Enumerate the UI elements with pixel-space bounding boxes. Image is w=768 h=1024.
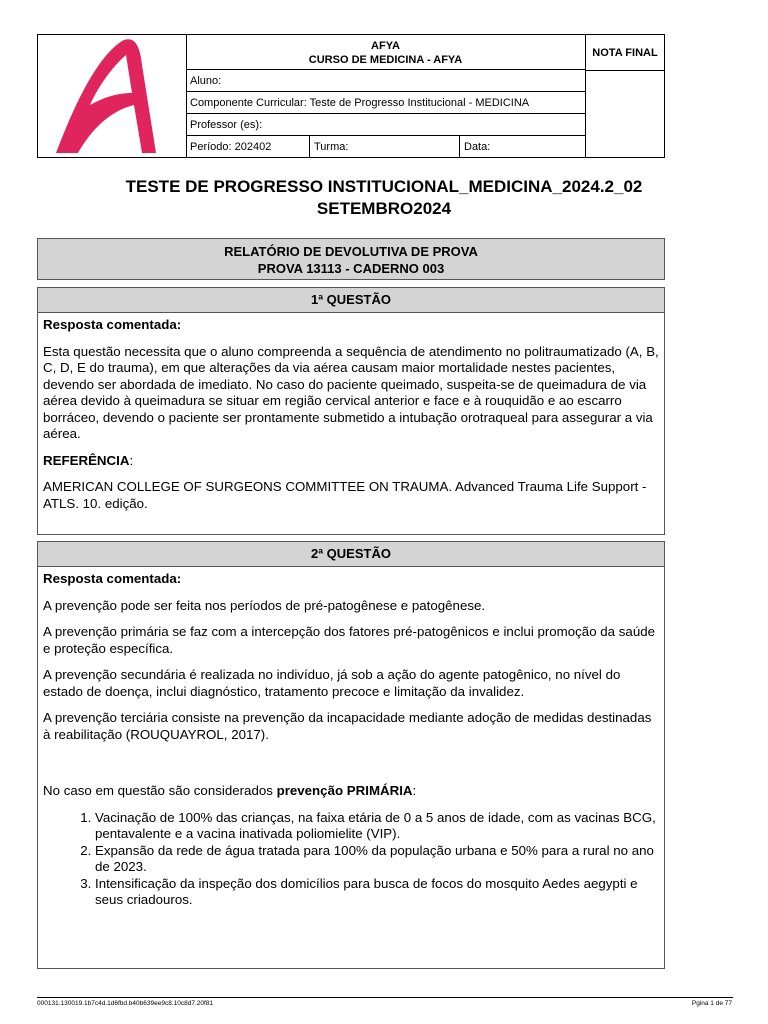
footer-page: Pgina 1 de 77: [691, 1000, 732, 1007]
q1-comment-label: Resposta comentada:: [43, 317, 182, 332]
report-header: [37, 238, 665, 280]
q2-comment-label: Resposta comentada:: [43, 571, 182, 586]
q1-reference-text: AMERICAN COLLEGE OF SURGEONS COMMITTEE ON TRAUMA. Advanced Trauma Life Support - ATLS. 10. edição.: [43, 479, 647, 511]
q2-p5-pre: No caso em questão são considerados: [43, 783, 277, 798]
question-1-heading: 1ª QUESTÃO: [38, 288, 664, 313]
nota-final-cell: [586, 35, 664, 157]
q2-paragraph-1: A prevenção pode ser feita nos períodos de pré-patogênese e patogênese.: [43, 597, 486, 613]
list-item: 2. Expansão da rede de água tratada para 100% da população urbana e 50% para a rural no ano de 2023.: [95, 843, 659, 876]
q2-paragraph-2: A prevenção primária se faz com a intercepção dos fatores pré-patogênicos e inclui promoção da saúde e proteção específica.: [43, 624, 656, 656]
q2-p5-bold: prevenção PRIMÁRIA: [276, 783, 413, 798]
q1-reference-colon: :: [129, 452, 134, 468]
list-item: 1. Vacinação de 100% das crianças, na faixa etária de 0 a 5 anos de idade, com as vacinas BCG, pentavalente e a vacina inativada poliomielite (VIP).: [95, 810, 659, 843]
footer-divider: [37, 997, 733, 998]
q2-list: [43, 810, 659, 909]
list-item: 3. Intensificação da inspeção dos domicílios para busca de focos do mosquito Aedes aegypti e seus criadouros.: [95, 876, 659, 909]
q2-p5-post: :: [412, 783, 417, 798]
footer-id: 000131.130019.1b7c4d.1d6fbd.b40b639ee9c8.10c8d7.20f81: [37, 1000, 214, 1007]
nota-final-label: NOTA FINAL: [586, 35, 664, 71]
course-name: CURSO DE MEDICINA - AFYA: [308, 54, 463, 66]
periodo-field: Período: 202402: [186, 136, 310, 158]
data-field: Data:: [464, 141, 491, 153]
page-title-line1: TESTE DE PROGRESSO INSTITUCIONAL_MEDICINA_2024.2_02: [125, 177, 643, 196]
q1-reference-label: REFERÊNCIA: [43, 452, 130, 468]
professor-field: Professor (es):: [186, 114, 585, 136]
header-middle: [186, 35, 586, 157]
aluno-field: Aluno:: [186, 70, 585, 92]
question-2-body: [38, 567, 664, 909]
q1-reference: [43, 453, 659, 470]
componente-field: Componente Curricular: Teste de Progresso Institucional - MEDICINA: [186, 92, 585, 114]
report-line2: PROVA 13113 - CADERNO 003: [257, 261, 445, 276]
org-name: AFYA: [371, 40, 400, 52]
page-title-line2: SETEMBRO2024: [316, 199, 452, 218]
turma-field: Turma:: [310, 136, 460, 158]
question-2: [37, 541, 665, 969]
question-1-body: [38, 313, 664, 512]
q1-comment-text: Esta questão necessita que o aluno compreenda a sequência de atendimento no politraumatizado (A, B, C, D, E do trauma), em que alterações da via aérea causam maior mortalidade nestes pacientes, devendo ser abordada de imediato. No caso do paciente queimado, suspeita-se de queimadura de via aérea devido à queimadura se situar em região cervical anterior e face e à rouquidão e ao escarro borráceo, devendo o paciente ser prontamente submetido a intubação orotraqueal para assegurar a via aérea.: [43, 343, 659, 441]
logo-cell: [38, 35, 187, 157]
question-2-heading: 2ª QUESTÃO: [38, 542, 664, 567]
header-table: [37, 34, 665, 158]
report-line1: RELATÓRIO DE DEVOLUTIVA DE PROVA: [224, 244, 478, 259]
afya-logo-icon: [38, 35, 186, 157]
q2-paragraph-3: A prevenção secundária é realizada no indivíduo, já sob a ação do agente patogênico, no nível do estado de doença, inclui diagnóstico, tratamento precoce e limitação da invalidez.: [43, 667, 621, 699]
page-title: [0, 176, 768, 220]
periodo-row: [186, 136, 585, 158]
question-1: [37, 287, 665, 535]
q2-paragraph-4: A prevenção terciária consiste na prevenção da incapacidade mediante adoção de medidas destinadas à reabilitação (ROUQUAYROL, 2017).: [43, 710, 652, 742]
header-title-cell: [186, 35, 585, 70]
q2-paragraph-5: [43, 783, 659, 800]
